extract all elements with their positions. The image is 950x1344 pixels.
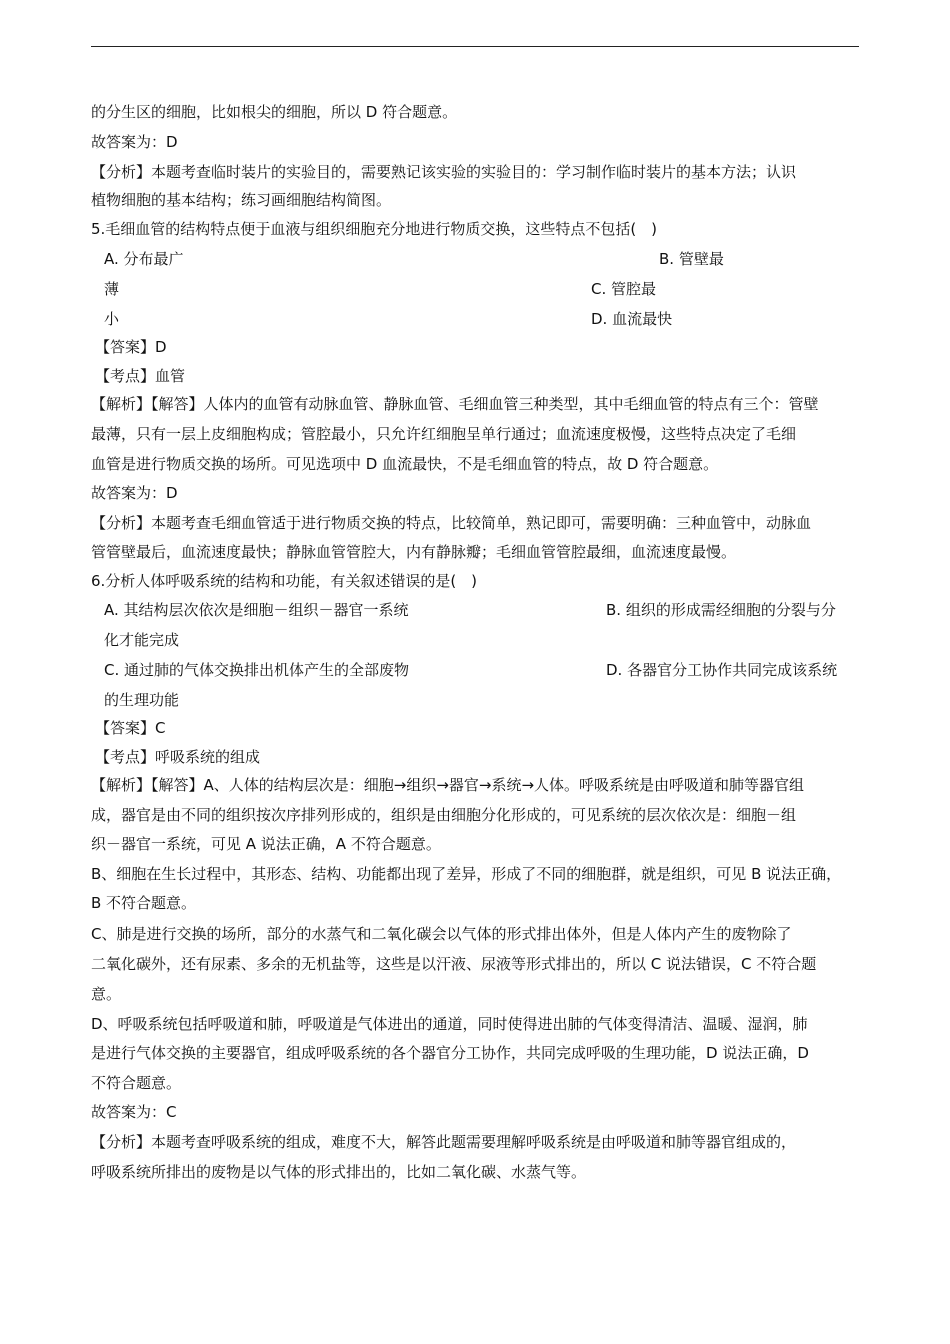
answer-line: 故答案为：D	[91, 133, 178, 151]
q6-option-a: A. 其结构层次依次是细胞－组织－器官一系统	[104, 601, 409, 619]
q6-explanation-1	[91, 775, 804, 795]
analysis-text: 本题考查呼吸系统的组成，难度不大，解答此题需要理解呼吸系统是由呼吸道和肺等器官组成的，	[151, 1133, 797, 1151]
q6-option-d: D. 各器官分工协作共同完成该系统	[606, 661, 838, 679]
q6-d-1: D、呼吸系统包括呼吸道和肺，呼吸道是气体进出的通道，同时使得进出肺的气体变得清洁、温暖、湿润，肺	[91, 1015, 808, 1033]
q5-option-c-cont: 小	[104, 310, 120, 328]
q6-b-1: B、细胞在生长过程中，其形态、结构、功能都出现了差异，形成了不同的细胞群，就是组织，可见 B 说法正确，	[91, 865, 842, 883]
question-6: 6.分析人体呼吸系统的结构和功能，有关叙述错误的是( )	[91, 572, 478, 590]
q6-answer	[95, 718, 166, 738]
kp-tag: 【考点】	[95, 367, 156, 385]
q6-d-3: 不符合题意。	[91, 1074, 182, 1092]
q5-explanation-2: 最薄，只有一层上皮细胞构成；管腔最小，只允许红细胞呈单行通过；血流速度极慢，这些特点决定了毛细	[91, 425, 797, 443]
q5-answer	[95, 337, 167, 357]
q6-c-3: 意。	[91, 985, 122, 1003]
q5-option-b-cont: 薄	[104, 280, 120, 298]
q6-c-1: C、肺是进行交换的场所，部分的水蒸气和二氧化碳会以气体的形式排出体外，但是人体内产生的废物除了	[91, 925, 792, 943]
q6-c-2: 二氧化碳外，还有尿素、多余的无机盐等，这些是以汗液、尿液等形式排出的，所以 C 说法错误，C 不符合题	[91, 955, 817, 973]
explanation-text: 人体内的血管有动脉血管、静脉血管、毛细血管三种类型，其中毛细血管的特点有三个：管壁	[203, 395, 819, 413]
answer-tag: 【答案】	[95, 338, 156, 356]
q5-option-a: A. 分布最广	[104, 250, 184, 268]
text-line: 的分生区的细胞，比如根尖的细胞，所以 D 符合题意。	[91, 103, 458, 121]
q5-option-d: D. 血流最快	[591, 310, 673, 328]
q5-analysis-1	[91, 513, 811, 533]
q5-explanation-3: 血管是进行物质交换的场所。可见选项中 D 血流最快，不是毛细血管的特点，故 D 符合题意。	[91, 455, 719, 473]
q6-d-2: 是进行气体交换的主要器官，组成呼吸系统的各个器官分工协作，共同完成呼吸的生理功能，D 说法正确，D	[91, 1044, 809, 1062]
q6-option-d-cont: 的生理功能	[104, 691, 180, 709]
explanation-tag: 【解析】【解答】	[91, 395, 204, 413]
answer-tag: 【答案】	[95, 719, 156, 737]
analysis-text: 本题考查毛细血管适于进行物质交换的特点，比较简单，熟记即可，需要明确：三种血管中，动脉血	[151, 514, 812, 532]
q5-final-answer: 故答案为：D	[91, 484, 178, 502]
q6-option-b-cont: 化才能完成	[104, 631, 180, 649]
q6-explanation-2: 成，器官是由不同的组织按次序排列形成的，组织是由细胞分化形成的，可见系统的层次依次是：细胞－组	[91, 806, 797, 824]
analysis-tag: 【分析】	[91, 1133, 152, 1151]
kp-tag: 【考点】	[95, 748, 156, 766]
q6-explanation-3: 织－器官一系统，可见 A 说法正确，A 不符合题意。	[91, 835, 441, 853]
question-5: 5.毛细血管的结构特点便于血液与组织细胞充分地进行物质交换，这些特点不包括( )	[91, 220, 658, 238]
q6-knowledge-point	[95, 747, 260, 767]
analysis-line-2: 植物细胞的基本结构；练习画细胞结构简图。	[91, 191, 392, 209]
kp-value: 呼吸系统的组成	[155, 748, 261, 766]
q5-option-b: B. 管壁最	[659, 250, 724, 268]
q5-explanation-1	[91, 394, 859, 414]
q6-option-c: C. 通过肺的气体交换排出机体产生的全部废物	[104, 661, 410, 679]
analysis-tag: 【分析】	[91, 163, 152, 181]
answer-value: D	[155, 338, 167, 356]
analysis-tag: 【分析】	[91, 514, 152, 532]
kp-value: 血管	[155, 367, 186, 385]
q6-final-answer: 故答案为：C	[91, 1103, 177, 1121]
header-rule	[91, 46, 859, 47]
q6-analysis-2: 呼吸系统所排出的废物是以气体的形式排出的，比如二氧化碳、水蒸气等。	[91, 1163, 587, 1181]
explanation-text: A、人体的结构层次是：细胞→组织→器官→系统→人体。呼吸系统是由呼吸道和肺等器官组	[203, 776, 805, 794]
q5-knowledge-point	[95, 366, 185, 386]
q6-analysis-1	[91, 1132, 796, 1152]
answer-value: C	[155, 719, 166, 737]
analysis-line	[91, 162, 859, 182]
q6-b-2: B 不符合题意。	[91, 894, 197, 912]
q6-option-b: B. 组织的形成需经细胞的分裂与分	[606, 601, 836, 619]
analysis-text: 本题考查临时装片的实验目的，需要熟记该实验的实验目的：学习制作临时装片的基本方法；认识	[151, 163, 797, 181]
explanation-tag: 【解析】【解答】	[91, 776, 204, 794]
q5-analysis-2: 管管壁最后，血流速度最快；静脉血管管腔大，内有静脉瓣；毛细血管管腔最细，血流速度最慢。	[91, 543, 737, 561]
q5-option-c: C. 管腔最	[591, 280, 657, 298]
